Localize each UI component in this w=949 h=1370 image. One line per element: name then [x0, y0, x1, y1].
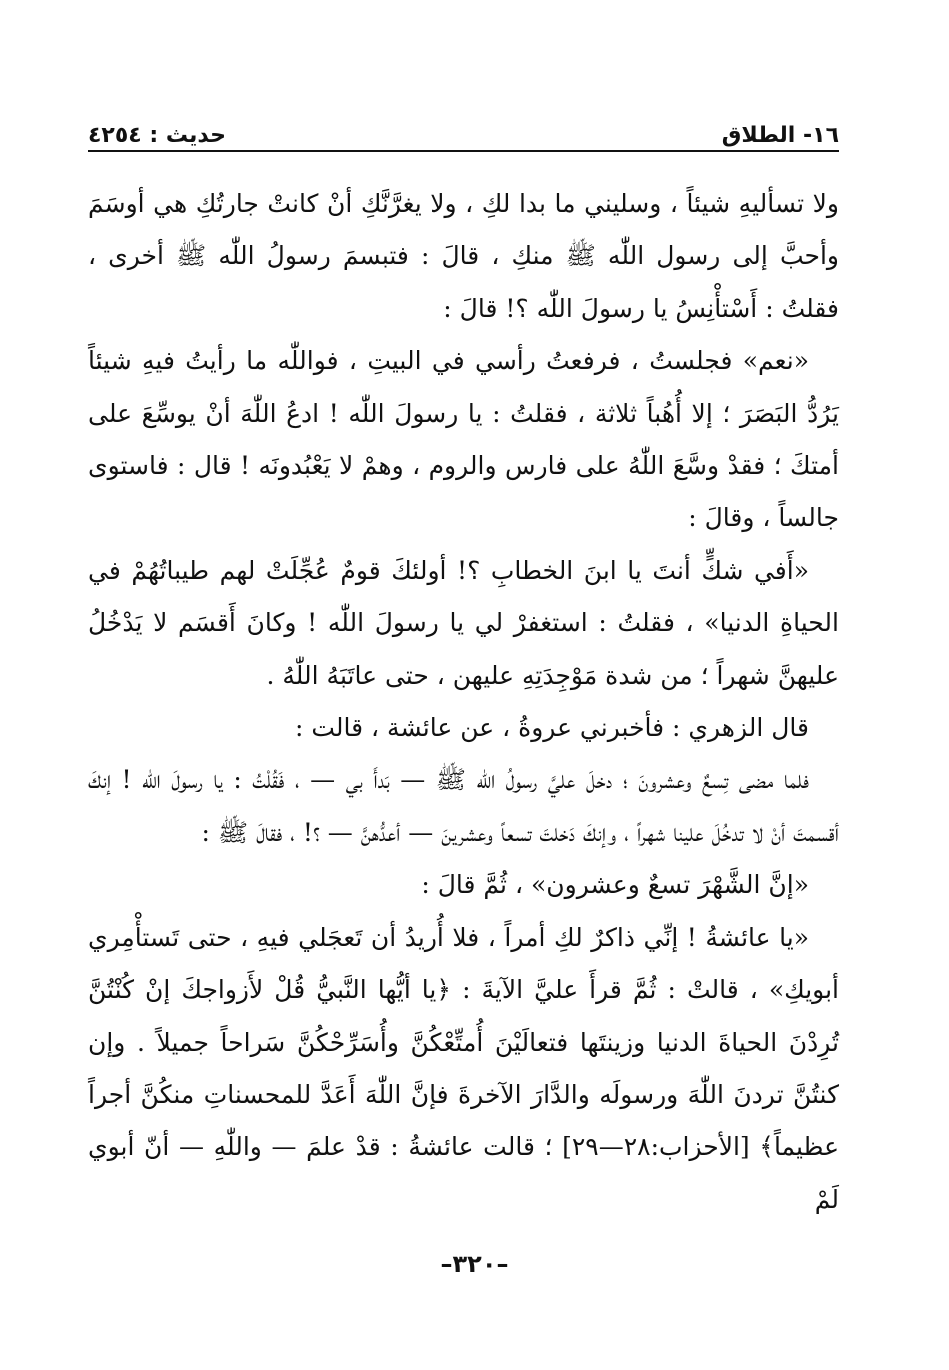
header-rule [88, 150, 839, 152]
page-footer [0, 1250, 949, 1278]
page-number: –٣٢٠– [440, 1250, 509, 1278]
chapter-title: ١٦- الطلاق [721, 123, 839, 148]
page-header [88, 108, 839, 148]
paragraph: ولا تسأليهِ شيئاً ، وسليني ما بدا لكِ ، ولا يغرَّنَّكِ أنْ كانتْ جارتُكِ هي أوسَمَ وأحبَّ إلى رسول اللّٰه ﷺ منكِ ، قالَ : فتبسمَ رسولُ اللّٰه ﷺ أخرى ، فقلتُ : أَسْتأْنِسُ يا رسولَ اللّٰه ؟! قالَ : [88, 189, 839, 323]
paragraph: «يا عائشةُ ! إنِّي ذاكرٌ لكِ أمراً ، فلا أُريدُ أن تَعجَلي فيهِ ، حتى تَستأْمِري أبويكِ» ، قالتْ : ثُمَّ قرأَ عليَّ الآيةَ : ﴿يا أيُّها النَّبيُّ قُلْ لأَزواجكَ إنْ كُنْتُنَّ تُرِدْنَ الحياةَ الدنيا وزينتَها فتعالَيْنَ أُمتِّعْكُنَّ وأُسَرِّحْكُنَّ سَراحاً جميلاً . وإن كنتُنَّ تردنَ اللّٰهَ ورسولَه والدَّارَ الآخرةَ فإنَّ اللّٰهَ أَعَدَّ للمحسناتِ منكُنَّ أجراً عظيماً﴾ [الأحزاب:٢٨—٢٩] ؛ قالت عائشةُ : قدْ علمَ — واللّٰهِ — أنّ أبوي لَمْ [88, 922, 839, 1214]
hadith-number: حديث : ٤٢٥٤ [88, 123, 226, 148]
paragraph: قال الزهري : فأخبرني عروةُ ، عن عائشة ، قالت : [294, 713, 809, 743]
body-text [88, 178, 839, 1226]
paragraph: «إنَّ الشَّهْرَ تسعٌ وعشرون» ، ثُمَّ قالَ : [421, 870, 809, 900]
paragraph: فلما مضى تِسعٌ وعشرونَ ؛ دخلَ عليَّ رسولُ اللّٰه ﷺ — بَدأَ بي — ، فَقُلْتُ : يا رسولَ اللّٰه ! إنكَ أقسمتَ أنْ لا تدخُلَ علينا شهراً ، وإنكَ دَخلتَ تسعاً وعشرينَ — أعدُّهنَّ — ؟! ، فقالَ ﷺ : [88, 765, 839, 847]
paragraph: «نعم» فجلستُ ، فرفعتُ رأسي في البيتِ ، فواللّٰه ما رأيتُ فيهِ شيئاً يَرُدُّ البَصَرَ ؛ إلا أُهُباً ثلاثة ، فقلتُ : يا رسولَ اللّٰه ! ادعُ اللّٰهَ أنْ يوسِّعَ على أمتكَ ؛ فقدْ وسَّعَ اللّٰهُ على فارس والروم ، وهمْ لا يَعْبُدونَه ! قال : فاستوى جالساً ، وقالَ : [88, 346, 839, 533]
paragraph: «أَفي شكٍّ أنتَ يا ابنَ الخطابِ ؟! أولئكَ قومٌ عُجِّلَتْ لهم طيباتُهُمْ في الحياةِ الدنيا» ، فقلتُ : استغفرْ لي يا رسولَ اللّٰه ! وكانَ أَقسَم لا يَدْخُلُ عليهنَّ شهراً ؛ من شدة مَوْجِدَتِهِ عليهن ، حتى عاتَبَهُ اللّٰهُ . [88, 555, 839, 690]
